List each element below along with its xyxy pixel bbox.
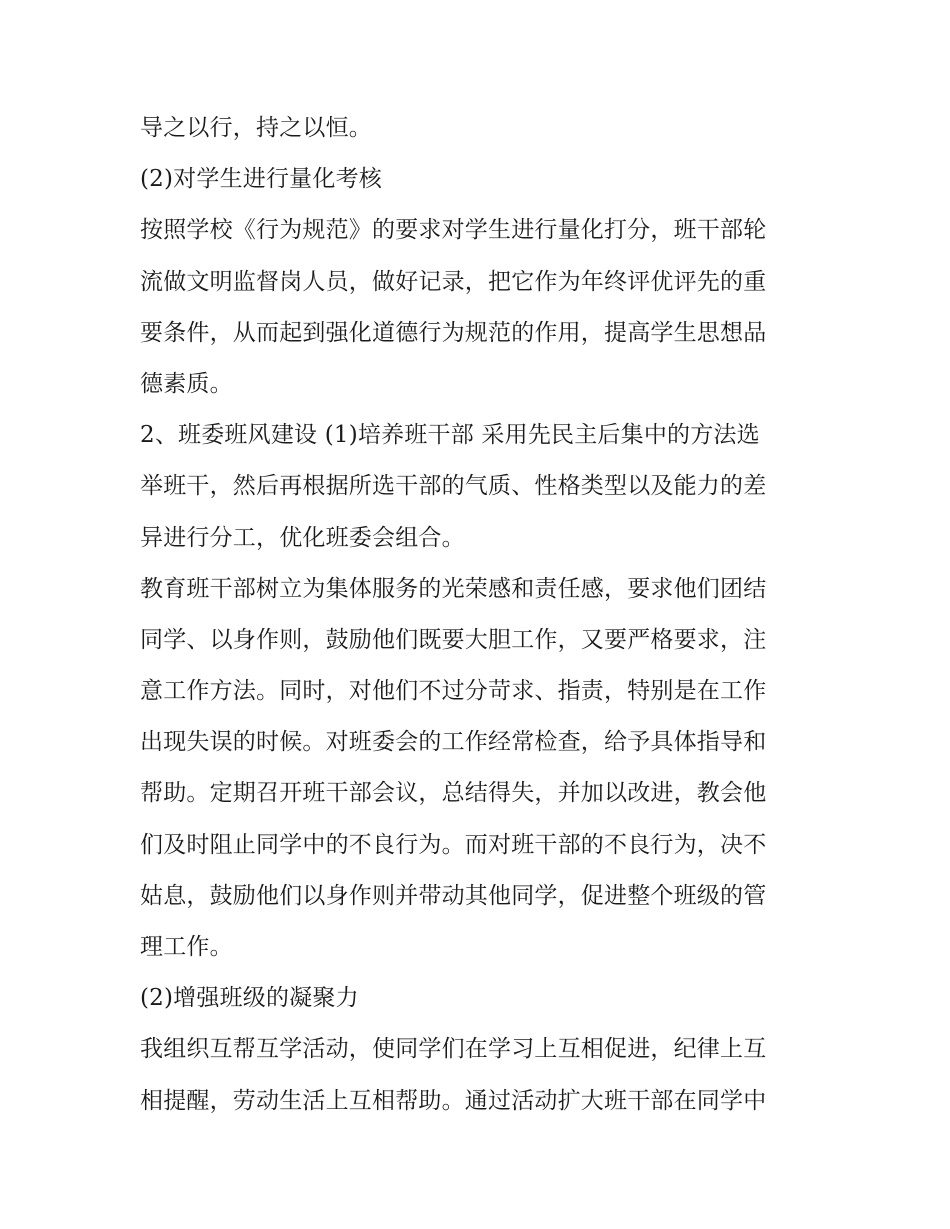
text-line: 异进行分工，优化班委会组合。 — [140, 524, 465, 551]
text-line: 出现失误的时候。对班委会的工作经常检查，给予具体指导和 — [140, 729, 767, 756]
text-line: 教育班干部树立为集体服务的光荣感和责任感，要求他们团结 — [140, 575, 767, 602]
text-line: 举班干，然后再根据所选干部的气质、性格类型以及能力的差 — [140, 473, 767, 500]
text-line: 们及时阻止同学中的不良行为。而对班干部的不良行为，决不 — [140, 831, 767, 858]
text-line: 德素质。 — [140, 370, 233, 397]
text-line: 同学、以身作则，鼓励他们既要大胆工作，又要严格要求，注 — [140, 626, 767, 653]
document-body — [140, 103, 820, 1127]
text-line: 理工作。 — [140, 934, 233, 960]
text-line: 我组织互帮互学活动，使同学们在学习上互相促进，纪律上互 — [140, 1036, 767, 1063]
text-line: 要条件，从而起到强化道德行为规范的作用，提高学生思想品 — [140, 319, 767, 346]
text-line: 相提醒，劳动生活上互相帮助。通过活动扩大班干部在同学中 — [140, 1087, 767, 1114]
section-heading: (2)增强班级的凝聚力 — [140, 985, 359, 1012]
text-line: 按照学校《行为规范》的要求对学生进行量化打分，班干部轮 — [140, 217, 767, 244]
text-line: 帮助。定期召开班干部会议，总结得失，并加以改进，教会他 — [140, 780, 767, 807]
text-line: 流做文明监督岗人员，做好记录，把它作为年终评优评先的重 — [140, 268, 767, 295]
section-heading: (2)对学生进行量化考核 — [140, 166, 382, 193]
text-line: 意工作方法。同时，对他们不过分苛求、指责，特别是在工作 — [140, 678, 767, 705]
text-line: 姑息，鼓励他们以身作则并带动其他同学，促进整个班级的管 — [140, 882, 767, 909]
section-heading: 2、班委班风建设 (1)培养班干部 采用先民主后集中的方法选 — [140, 422, 760, 449]
text-line: 导之以行，持之以恒。 — [140, 115, 372, 141]
